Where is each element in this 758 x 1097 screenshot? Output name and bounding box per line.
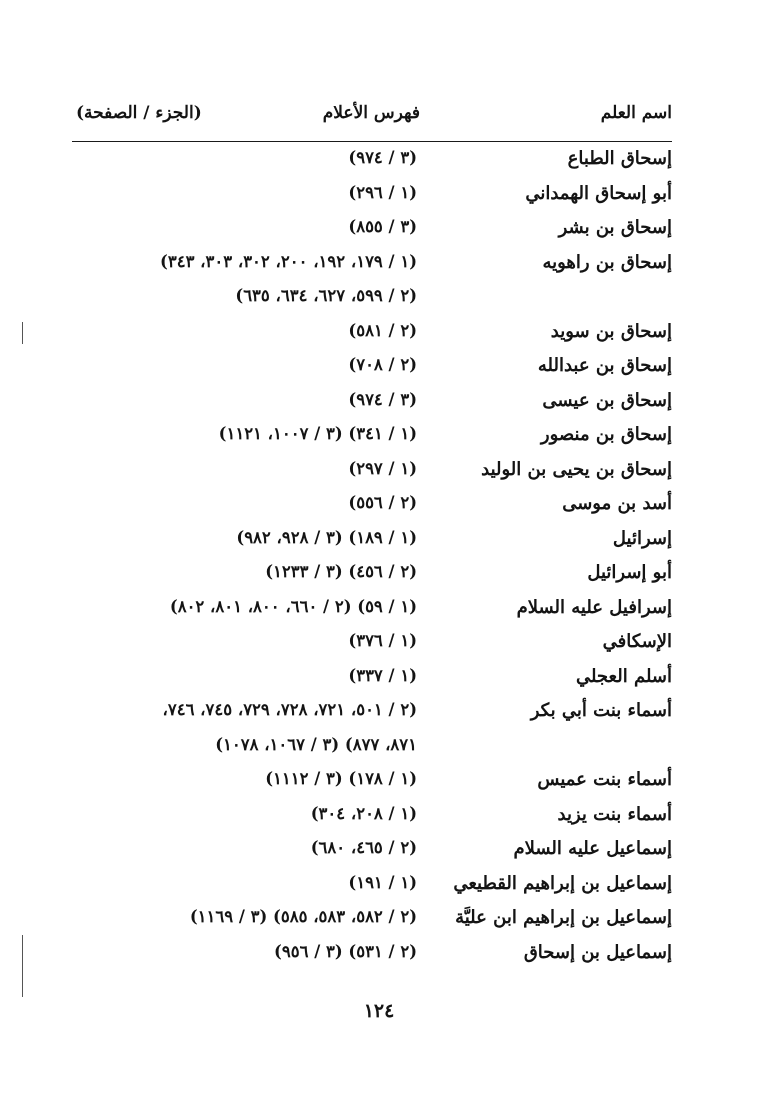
entry-reference: (١ / ٢٩٧): [348, 458, 417, 478]
entry-name: إسحاق بن يحيى بن الوليد: [481, 458, 672, 480]
index-entry: [72, 800, 672, 835]
entry-name: أبو إسحاق الهمداني: [525, 182, 672, 204]
entry-reference: (٢ / ٥٨٢، ٥٨٣، ٥٨٥) (٣ / ١١٦٩): [189, 907, 417, 926]
index-entry: [72, 213, 672, 248]
entry-reference: (١ / ٢٠٨، ٣٠٤): [310, 803, 417, 823]
entry-name: إسحاق الطباع: [567, 148, 672, 169]
index-entry: [72, 834, 672, 869]
entry-reference: (٢ / ٤٦٥، ٦٨٠): [310, 838, 417, 857]
entry-name: إسحاق بن عيسى: [542, 389, 672, 411]
entry-name: إسرائيل: [612, 527, 672, 549]
entry-name: الإسكافي: [602, 631, 672, 652]
entry-name: إسحاق بن عبدالله: [537, 355, 672, 376]
entry-name: إسحاق بن منصور: [540, 424, 672, 445]
margin-mark: [22, 935, 23, 997]
entry-reference: (٣ / ٩٧٤): [348, 389, 417, 409]
index-entry: [72, 317, 672, 352]
entry-name: أسماء بنت أبي بكر: [530, 700, 672, 721]
entry-reference: (٣ / ٩٧٤): [348, 148, 417, 167]
entry-reference: ٨٧١، ٨٧٧) (٣ / ١٠٦٧، ١٠٧٨): [215, 734, 417, 754]
index-entry: [72, 869, 672, 904]
entry-name: أسد بن موسى: [562, 493, 672, 514]
entry-reference: (٢ / ٥٥٦): [348, 493, 417, 512]
entry-reference: (١ / ٣٣٧): [348, 665, 417, 685]
index-entry: [72, 455, 672, 490]
page-title: فهرس الأعلام: [322, 103, 420, 123]
entry-reference: (٣ / ٨٥٥): [348, 217, 417, 236]
entry-reference: (١ / ٥٩) (٢ / ٦٦٠، ٨٠٠، ٨٠١، ٨٠٢): [169, 596, 417, 616]
index-entry: [72, 627, 672, 662]
index-entry: [72, 420, 672, 455]
entry-reference: (٢ / ٥٩٩، ٦٢٧، ٦٣٤، ٦٣٥): [235, 286, 417, 305]
index-entry: [72, 558, 672, 593]
index-header: [72, 103, 672, 135]
index-entry: [72, 144, 672, 179]
entry-reference: (١ / ٣٤١) (٣ / ١٠٠٧، ١١٢١): [218, 424, 417, 443]
entry-reference: (٢ / ٥٠١، ٧٢١، ٧٢٨، ٧٢٩، ٧٤٥، ٧٤٦،: [162, 700, 417, 719]
index-entry: [72, 731, 672, 766]
index-entry: [72, 662, 672, 697]
entry-reference: (٢ / ٥٨١): [348, 320, 417, 340]
entry-name: إسحاق بن سويد: [550, 320, 672, 342]
index-entry: [72, 282, 672, 317]
entry-name: إسحاق بن راهويه: [542, 251, 672, 273]
index-entry: [72, 179, 672, 214]
index-entry: [72, 524, 672, 559]
index-entry: [72, 386, 672, 421]
page-number: ١٢٤: [363, 1000, 395, 1022]
entry-reference: (١ / ٢٩٦): [348, 182, 417, 202]
entry-name: أسماء بنت عميس: [537, 769, 672, 790]
index-entries: [72, 144, 672, 972]
entry-reference: (١ / ١٧٨) (٣ / ١١١٢): [265, 769, 417, 788]
index-entry: [72, 903, 672, 938]
entry-reference: (١ / ٣٧٦): [348, 631, 417, 650]
index-entry: [72, 696, 672, 731]
name-column-heading: اسم العلم: [600, 103, 672, 123]
index-entry: [72, 489, 672, 524]
entry-reference: (٢ / ٤٥٦) (٣ / ١٢٣٣): [265, 562, 417, 581]
entry-name: إسماعيل بن إبراهيم القطيعي: [453, 872, 672, 894]
entry-name: إسرافيل عليه السلام: [516, 596, 672, 618]
reference-column-heading: (الجزء / الصفحة): [76, 103, 202, 123]
entry-reference: (١ / ١٨٩) (٣ / ٩٢٨، ٩٨٢): [236, 527, 417, 547]
header-divider: [72, 141, 672, 142]
entry-reference: (٢ / ٥٣١) (٣ / ٩٥٦): [274, 941, 417, 961]
index-entry: [72, 248, 672, 283]
entry-reference: (١ / ١٩١): [348, 872, 417, 892]
entry-name: أسلم العجلي: [575, 665, 672, 687]
index-entry: [72, 351, 672, 386]
entry-name: إسحاق بن بشر: [558, 217, 672, 238]
index-entry: [72, 938, 672, 973]
index-entry: [72, 765, 672, 800]
entry-name: إسماعيل عليه السلام: [513, 838, 672, 859]
margin-mark: [22, 322, 23, 344]
entry-reference: (٢ / ٧٠٨): [348, 355, 417, 374]
entry-name: أسماء بنت يزيد: [557, 803, 672, 825]
entry-reference: (١ / ١٧٩، ١٩٢، ٢٠٠، ٣٠٢، ٣٠٣، ٣٤٣): [160, 251, 417, 271]
entry-name: أبو إسرائيل: [587, 562, 672, 583]
index-entry: [72, 593, 672, 628]
entry-name: إسماعيل بن إسحاق: [523, 941, 672, 963]
entry-name: إسماعيل بن إبراهيم ابن عليَّة: [455, 907, 672, 928]
